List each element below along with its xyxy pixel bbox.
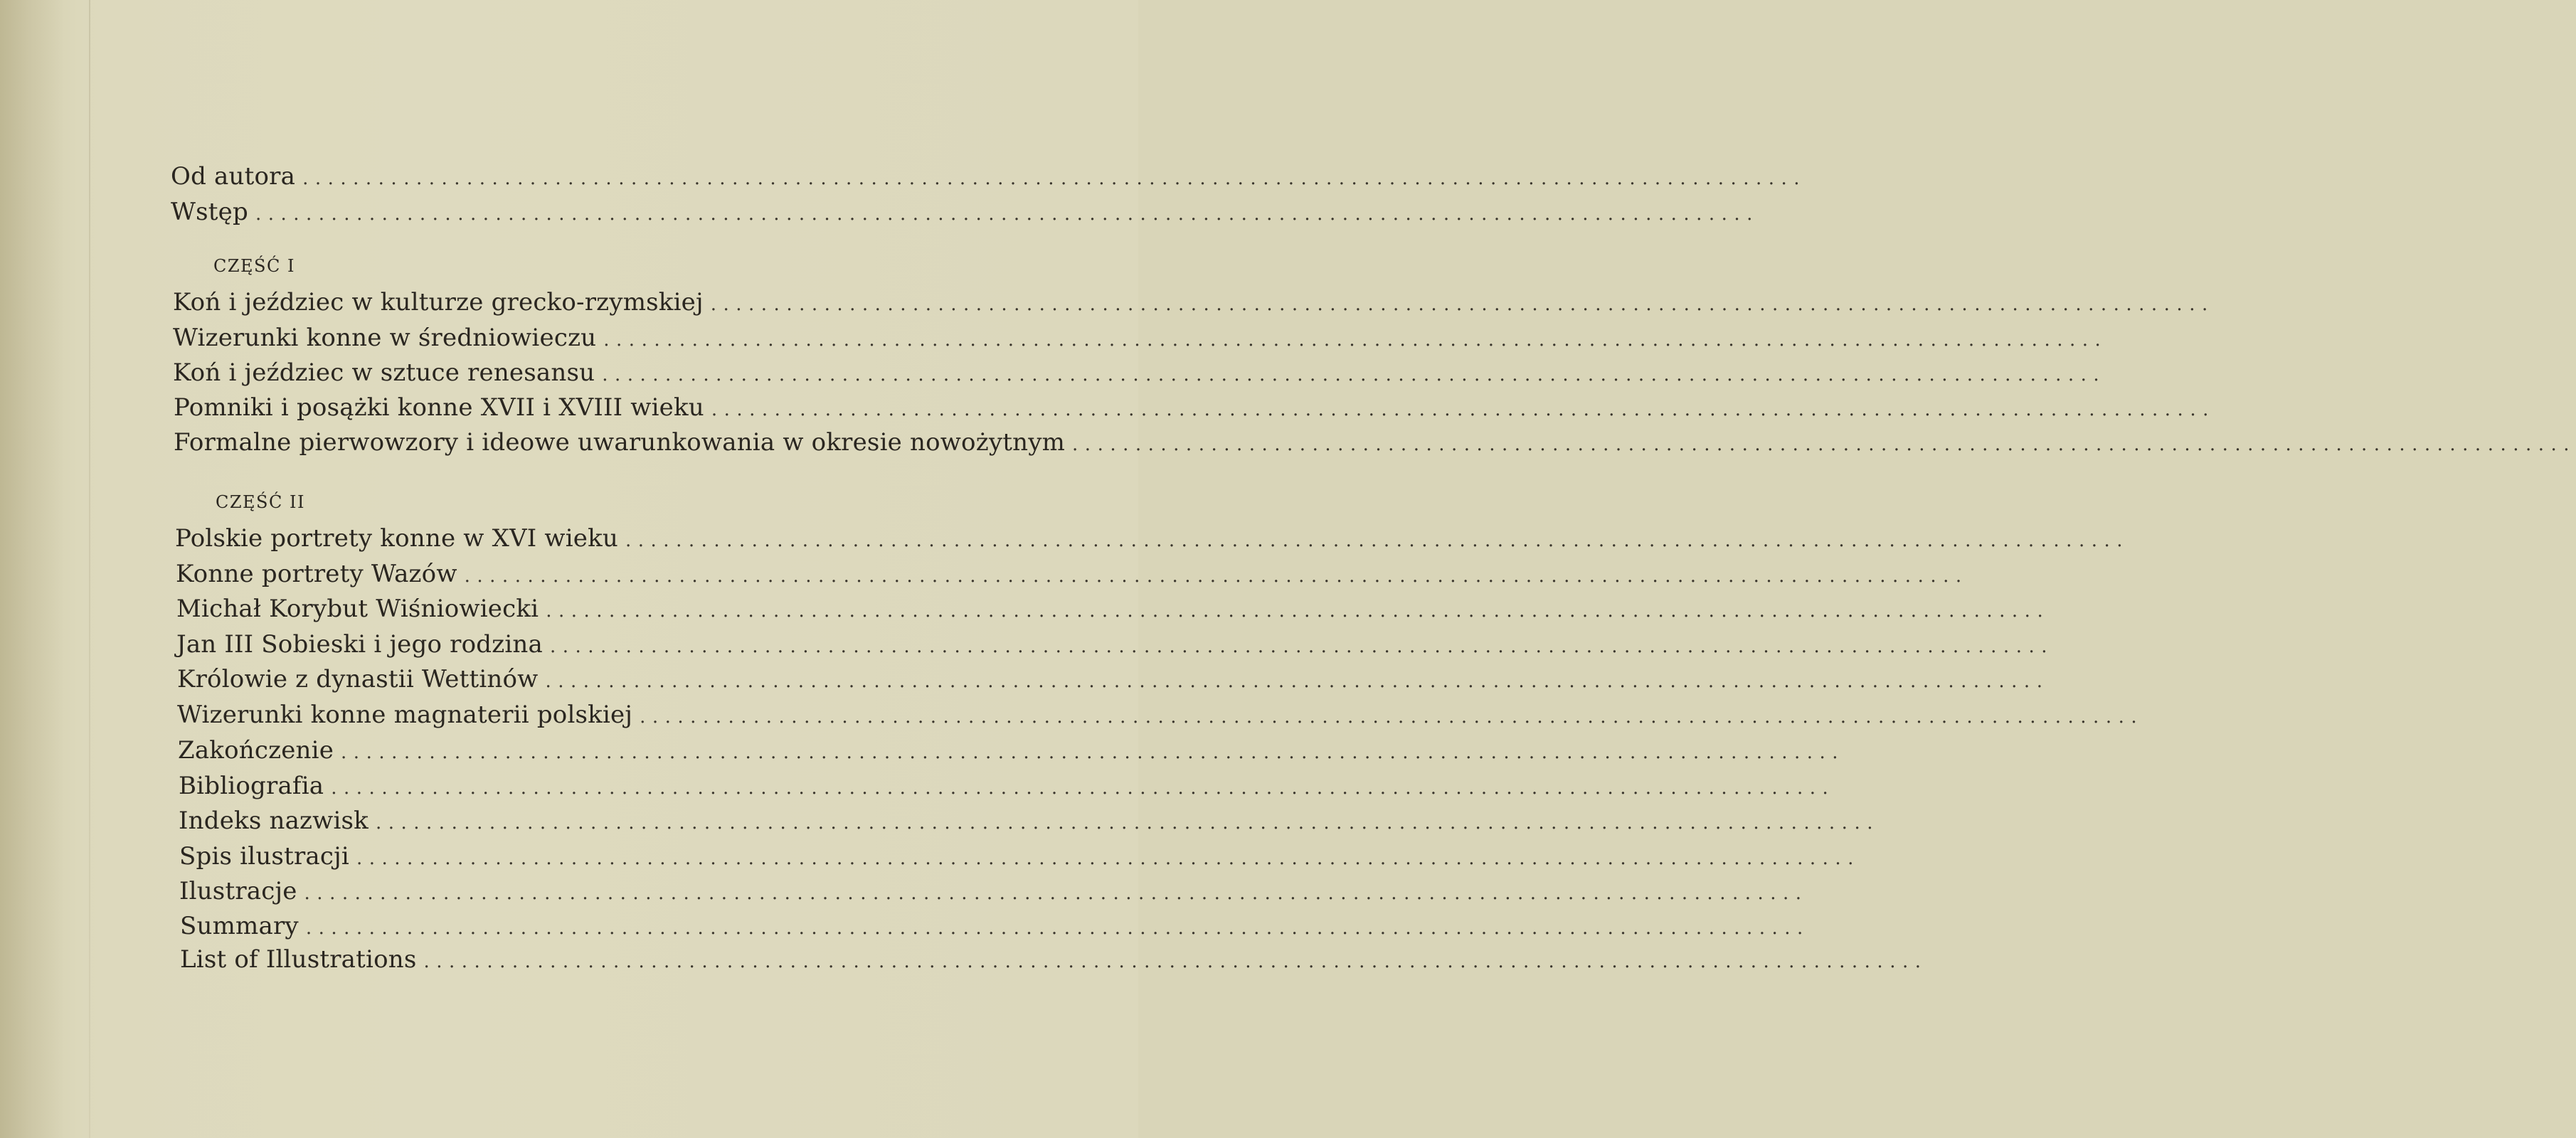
toc-entry-title: Michał Korybut Wiśniowiecki [176, 595, 539, 623]
leader-dots: ....................................................................................................................... [464, 565, 1968, 587]
toc-entry [179, 877, 1808, 905]
toc-entry [178, 736, 1845, 765]
toc-entry-title: Spis ilustracji [179, 842, 349, 871]
leader-dots: ....................................................................................................................... [302, 168, 1807, 189]
leader-dots: ....................................................................................................................... [356, 848, 1860, 869]
leader-dots: ....................................................................................................................... [546, 600, 2050, 622]
toc-entry-title: Indeks nazwisk [179, 807, 369, 835]
toc-entry [173, 324, 2108, 352]
toc-entry-title: Koń i jeździec w sztuce renesansu [173, 358, 595, 387]
leader-dots: ....................................................................................................................... [304, 883, 1808, 904]
toc-entry [180, 945, 1928, 974]
leader-dots: ....................................................................................................................... [550, 636, 2054, 657]
toc-entry-title: Królowie z dynastii Wettinów [177, 665, 539, 693]
toc-entry-title: List of Illustrations [180, 945, 417, 974]
toc-entry-title: Jan III Sobieski i jego rodzina [176, 630, 543, 659]
toc-entry-title: Zakończenie [178, 736, 334, 765]
toc-entry [176, 630, 2054, 659]
toc-entry [174, 393, 2215, 422]
toc-entry [177, 701, 2144, 729]
toc-entry [176, 560, 1968, 588]
toc-entry [171, 162, 1807, 191]
leader-dots: ....................................................................................................................... [603, 329, 2108, 351]
part-heading: CZĘŚĆ I [213, 256, 295, 276]
leader-dots: ....................................................................................................................... [375, 812, 1880, 834]
toc-entry-title: Polskie portrety konne w XVI wieku [175, 524, 619, 553]
leader-dots: ....................................................................................................................... [255, 203, 1759, 225]
toc-entry [179, 772, 1835, 800]
toc-entry-title: Ilustracje [179, 877, 297, 905]
leader-dots: ....................................................................................................................... [423, 951, 1928, 972]
toc-entry [179, 807, 1880, 835]
toc-entry-title: Wstęp [171, 198, 248, 226]
toc-entry-title: Pomniki i posążki konne XVII i XVIII wieku [174, 393, 704, 422]
leader-dots: ....................................................................................................................... [341, 742, 1845, 763]
leader-dots: ....................................................................................................................... [545, 671, 2050, 692]
toc-entry [173, 288, 2215, 317]
leader-dots: ....................................................................................................................... [1072, 434, 2576, 455]
leader-dots: ....................................................................................................................... [331, 777, 1835, 799]
toc-entry [176, 595, 2050, 623]
toc-entry [173, 358, 2106, 387]
toc-entry [177, 665, 2050, 693]
leader-dots: ....................................................................................................................... [625, 530, 2130, 551]
toc-entry-title: Wizerunki konne magnaterii polskiej [177, 701, 633, 729]
toc-entry [175, 524, 2130, 553]
toc-entry [171, 198, 1759, 226]
leader-dots: ....................................................................................................................... [710, 294, 2215, 315]
toc-entry-title: Bibliografia [179, 772, 324, 800]
toc-entry-title: Wizerunki konne w średniowieczu [173, 324, 597, 352]
toc-entry [174, 428, 2576, 457]
toc-entry-title: Summary [180, 912, 299, 940]
leader-dots: ....................................................................................................................... [305, 918, 1810, 939]
part-heading: CZĘŚĆ II [216, 492, 305, 512]
toc-entry-title: Formalne pierwowzory i ideowe uwarunkowania w okresie nowożytnym [174, 428, 1066, 457]
leader-dots: ....................................................................................................................... [711, 399, 2215, 420]
toc-entry [179, 842, 1860, 871]
toc-entry [180, 912, 1810, 940]
toc-entry-title: Od autora [171, 162, 296, 191]
leader-dots: ....................................................................................................................... [602, 364, 2106, 385]
toc-entry-title: Koń i jeździec w kulturze grecko-rzymskiej [173, 288, 704, 317]
toc-entry-title: Konne portrety Wazów [176, 560, 457, 588]
leader-dots: ....................................................................................................................... [640, 706, 2144, 728]
